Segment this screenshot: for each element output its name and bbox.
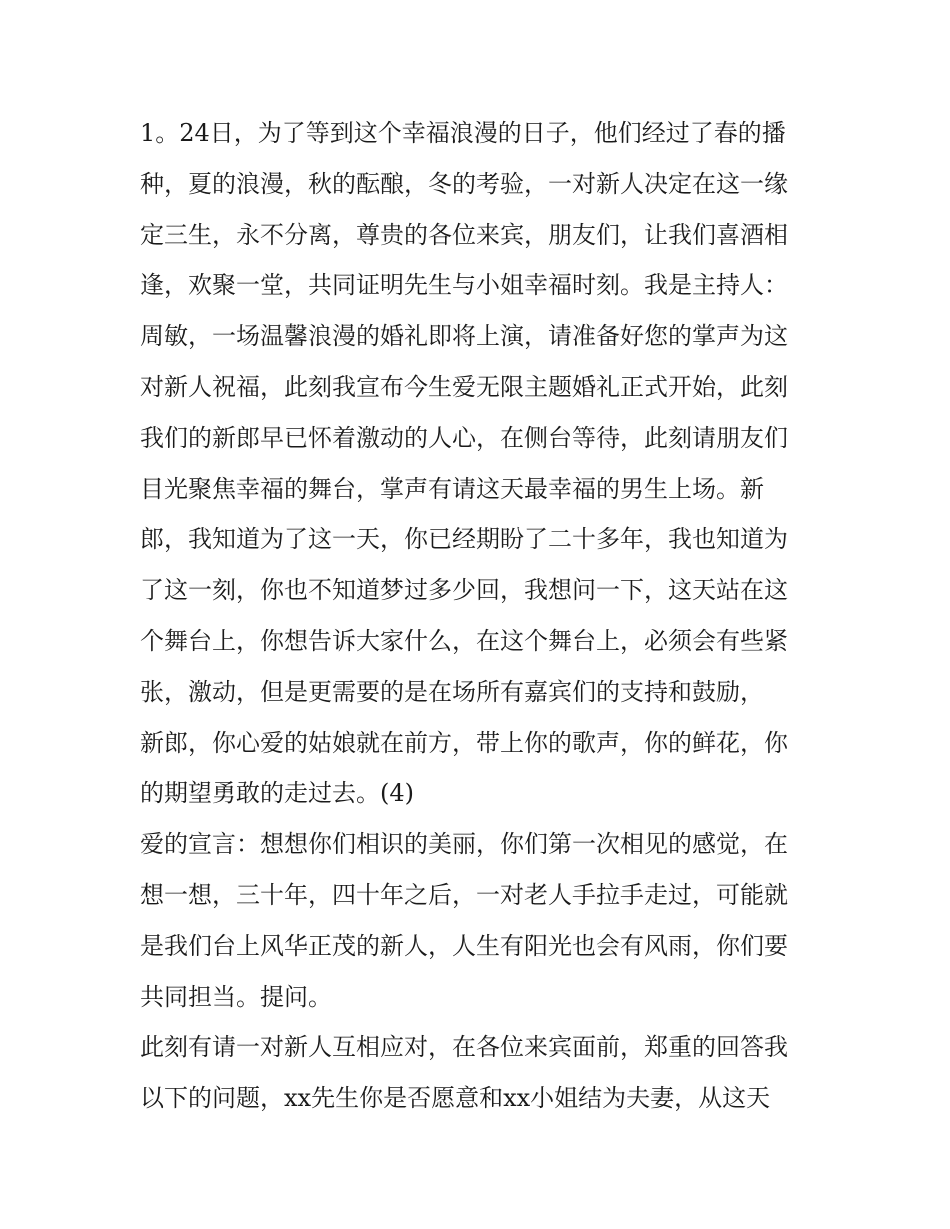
text-line: 的期望勇敢的走过去。(4) xyxy=(140,779,414,808)
text-line: 目光聚焦幸福的舞台，掌声有请这天最幸福的男生上场。新 xyxy=(140,474,764,503)
text-line: 种，夏的浪漫，秋的酝酿，冬的考验，一对新人决定在这一缘 xyxy=(140,169,788,198)
text-line: 想一想，三十年，四十年之后，一对老人手拉手走过，可能就 xyxy=(140,880,788,909)
text-line: 此刻有请一对新人互相应对，在各位来宾面前，郑重的回答我 xyxy=(140,1033,788,1062)
text-line: 对新人祝福，此刻我宣布今生爱无限主题婚礼正式开始，此刻 xyxy=(140,372,788,401)
text-line: 了这一刻，你也不知道梦过多少回，我想问一下，这天站在这 xyxy=(140,576,788,605)
text-line: 1。24日，为了等到这个幸福浪漫的日子，他们经过了春的播 xyxy=(140,119,786,147)
text-line: 逢，欢聚一堂，共同证明先生与小姐幸福时刻。我是主持人： xyxy=(140,271,788,300)
text-line: 定三生，永不分离，尊贵的各位来宾，朋友们，让我们喜酒相 xyxy=(140,220,788,249)
text-line: 我们的新郎早已怀着激动的人心，在侧台等待，此刻请朋友们 xyxy=(140,423,788,452)
document-body xyxy=(140,108,820,1124)
text-line: 周敏，一场温馨浪漫的婚礼即将上演，请准备好您的掌声为这 xyxy=(140,322,788,351)
text-line: 郎，我知道为了这一天，你已经期盼了二十多年，我也知道为 xyxy=(140,525,788,554)
text-line: 共同担当。提问。 xyxy=(140,982,332,1011)
text-line: 以下的问题，xx先生你是否愿意和xx小姐结为夫妻，从这天 xyxy=(140,1084,771,1113)
text-line: 爱的宣言：想想你们相识的美丽，你们第一次相见的感觉，在 xyxy=(140,830,788,859)
text-line: 张，激动，但是更需要的是在场所有嘉宾们的支持和鼓励， xyxy=(140,677,764,706)
text-line: 新郎，你心爱的姑娘就在前方，带上你的歌声，你的鲜花，你 xyxy=(140,728,788,757)
text-line: 是我们台上风华正茂的新人，人生有阳光也会有风雨，你们要 xyxy=(140,931,788,960)
text-line: 个舞台上，你想告诉大家什么，在这个舞台上，必须会有些紧 xyxy=(140,626,788,655)
